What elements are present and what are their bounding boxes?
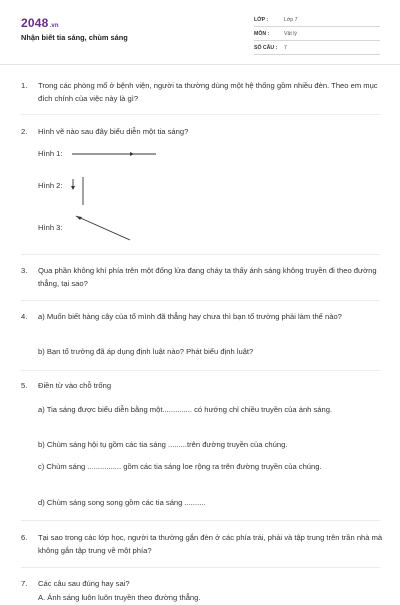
question-number: 2.	[21, 127, 28, 136]
question-part-c: c) Chùm sáng ................ gồm các tia sáng loe rộng ra trên đường truyền của chúng.	[38, 462, 322, 471]
figure-1-ray	[72, 149, 162, 159]
question-part-d: d) Chùm sáng song song gồm các tia sáng ..........	[38, 498, 206, 507]
question-divider	[21, 254, 380, 255]
site-logo[interactable]	[21, 16, 59, 30]
question-number: 3.	[21, 266, 28, 275]
question-text: Điền từ vào chỗ trống	[38, 381, 112, 390]
question-number: 6.	[21, 533, 28, 542]
question-divider	[21, 567, 380, 568]
figure-2-ray	[68, 177, 90, 207]
question-part-b: b) Bạn tổ trưởng đã áp dụng định luật nào? Phát biểu định luật?	[38, 347, 254, 356]
question-part-b: b) Chùm sáng hội tụ gồm các tia sáng .........trên đường truyền của chúng.	[38, 440, 288, 449]
question-part-a: a) Tia sáng được biểu diễn bằng một.............. có hướng chỉ chiều truyền của ánh sáng.	[38, 405, 333, 414]
question-divider	[21, 114, 380, 115]
meta-subject-row	[254, 29, 380, 41]
question-divider	[21, 300, 380, 301]
question-text: Qua phần không khí phía trên một đống lửa đang cháy ta thấy ánh sáng không truyền đi theo đường thẳng, tại sao?	[38, 266, 377, 288]
question-number: 7.	[21, 579, 28, 588]
question-text: Tại sao trong các lớp học, người ta thường gắn đèn ở các phía trái, phải và tập trung trên trần nhà mà không gắn tập trung về một phía?	[38, 533, 383, 555]
figure-3-ray	[74, 214, 134, 244]
meta-count-value: 7	[284, 45, 287, 51]
meta-count-label: SỐ CÂU :	[254, 45, 278, 51]
question-text: Hình vẽ nào sau đây biểu diễn một tia sáng?	[38, 127, 189, 136]
question-number: 5.	[21, 381, 28, 390]
figure-3-label: Hình 3:	[38, 223, 63, 232]
meta-class-label: LỚP :	[254, 17, 269, 23]
meta-class-value: Lớp 7	[284, 17, 298, 23]
figure-2-label: Hình 2:	[38, 181, 63, 190]
question-number: 1.	[21, 81, 28, 90]
meta-subject-value: Vật lý	[284, 31, 297, 37]
logo-tld: .vn	[49, 23, 59, 29]
question-part-a: a) Muốn biết hàng cây của tổ mình đã thẳng hay chưa thì bạn tổ trưởng phải làm thế nào?	[38, 312, 342, 321]
question-part-a: A. Ánh sáng luôn luôn truyền theo đường thẳng.	[38, 593, 201, 602]
question-divider	[21, 370, 380, 371]
figure-1-label: Hình 1:	[38, 149, 63, 158]
header-divider	[0, 64, 400, 65]
worksheet-header	[0, 0, 400, 66]
question-divider	[21, 520, 380, 521]
worksheet-title: Nhận biết tia sáng, chùm sáng	[21, 33, 128, 42]
question-number: 4.	[21, 312, 28, 321]
logo-text: 2048	[21, 16, 49, 30]
question-text: Các câu sau đúng hay sai?	[38, 579, 130, 588]
meta-class-row	[254, 15, 380, 27]
meta-subject-label: MÔN :	[254, 31, 270, 37]
question-text: Trong các phòng mổ ở bệnh viện, người ta thường dùng một hệ thống gồm nhiều đèn. Theo em mục đích chính của việc này là gì?	[38, 81, 378, 103]
meta-count-row	[254, 43, 380, 55]
